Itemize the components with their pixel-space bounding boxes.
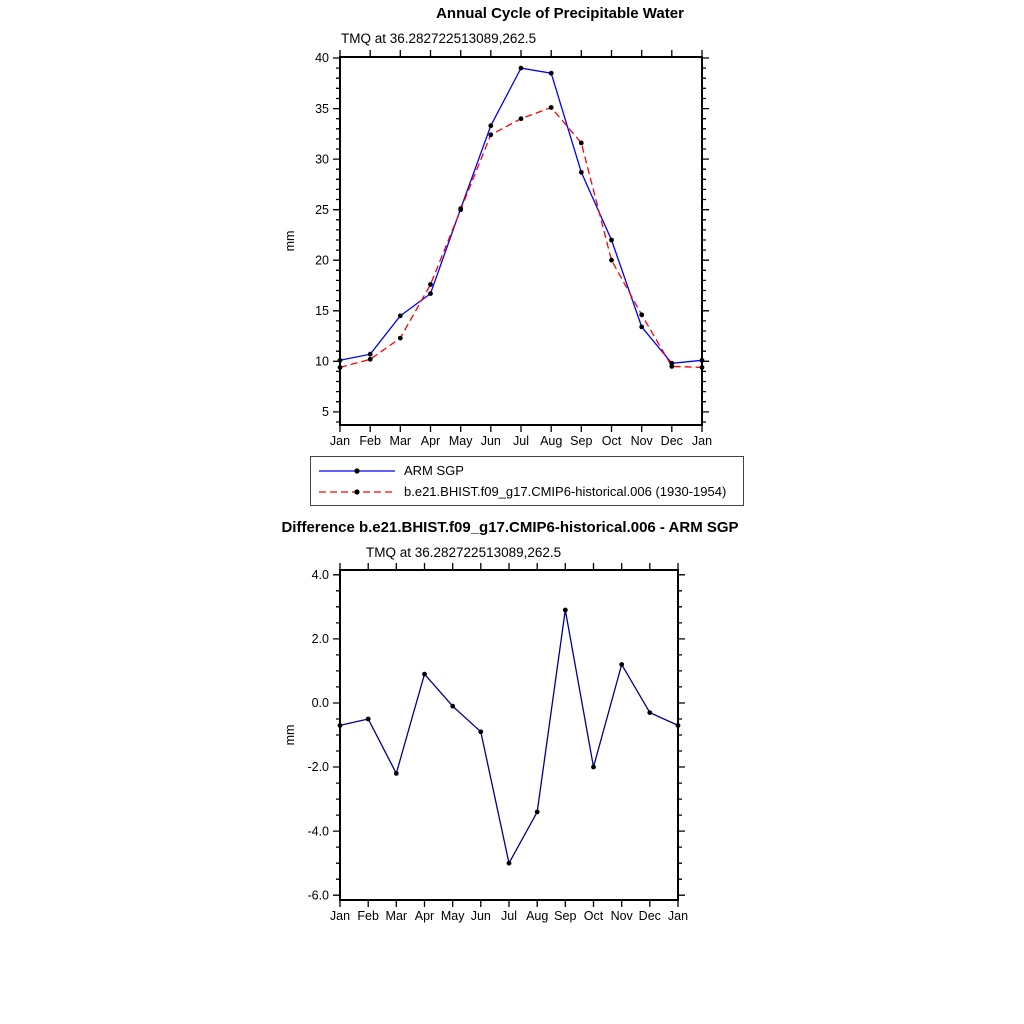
y-tick-label: -6.0	[307, 888, 329, 903]
data-point-marker	[450, 704, 455, 709]
data-point-marker	[639, 312, 644, 317]
data-point-marker	[398, 313, 403, 318]
y-tick-label: 30	[315, 152, 329, 167]
data-point-marker	[669, 364, 674, 369]
data-point-marker	[338, 358, 343, 363]
y-tick-label: 15	[315, 304, 329, 318]
data-point-marker	[422, 672, 427, 677]
data-point-marker	[619, 662, 624, 667]
legend-label: b.e21.BHIST.f09_g17.CMIP6-historical.006 (1930-1954)	[404, 484, 727, 499]
difference-subtitle: TMQ at 36.282722513089,262.5	[366, 545, 562, 560]
data-point-marker	[609, 238, 614, 243]
y-tick-label: 10	[315, 354, 329, 369]
y-tick-label: -4.0	[307, 824, 329, 839]
data-point-marker	[488, 132, 493, 137]
plot-frame	[340, 570, 678, 900]
legend-entry	[317, 460, 737, 481]
data-point-marker	[676, 723, 681, 728]
x-tick-label: Oct	[601, 434, 622, 448]
x-tick-label: Jan	[329, 434, 351, 448]
y-axis-title: mm	[283, 230, 297, 252]
x-tick-label: Jul	[501, 909, 517, 923]
x-tick-label: Jan	[667, 909, 689, 923]
data-point-marker	[398, 336, 403, 341]
data-point-marker	[488, 123, 493, 128]
plot-frame	[340, 57, 702, 425]
x-tick-label: Feb	[357, 909, 379, 923]
x-tick-label: May	[440, 909, 465, 923]
data-point-marker	[368, 352, 373, 357]
x-tick-label: Jul	[513, 434, 529, 448]
legend-line-sample-icon	[317, 486, 397, 498]
x-tick-label: Mar	[389, 434, 412, 448]
x-tick-label: Apr	[420, 434, 441, 448]
x-tick-label: May	[448, 434, 473, 448]
data-point-marker	[647, 710, 652, 715]
annual-cycle-plot	[280, 48, 760, 458]
annual-cycle-title: Annual Cycle of Precipitable Water	[436, 5, 684, 22]
annual-cycle-subtitle: TMQ at 36.282722513089,262.5	[341, 31, 537, 46]
difference-plot	[280, 558, 740, 948]
data-point-marker	[428, 291, 433, 296]
x-tick-label: Jan	[691, 434, 713, 448]
data-point-marker	[394, 771, 399, 776]
data-point-marker	[519, 116, 524, 121]
x-tick-label: Aug	[526, 909, 549, 923]
y-tick-label: 40	[315, 51, 329, 66]
data-point-marker	[368, 357, 373, 362]
data-point-marker	[639, 325, 644, 330]
data-point-marker	[700, 365, 705, 370]
x-tick-label: Sep	[554, 909, 577, 923]
y-tick-label: 35	[315, 101, 329, 116]
data-point-marker	[549, 71, 554, 76]
series-line	[340, 108, 702, 368]
y-axis-title: mm	[283, 724, 297, 746]
data-point-marker	[519, 66, 524, 71]
data-point-marker	[535, 810, 540, 815]
data-point-marker	[609, 258, 614, 263]
x-tick-label: Jun	[480, 434, 501, 448]
legend	[310, 456, 744, 506]
x-tick-label: Nov	[610, 909, 633, 923]
x-tick-label: Oct	[583, 909, 604, 923]
data-point-marker	[338, 365, 343, 370]
axis-ticks	[333, 563, 685, 907]
x-tick-label: Jun	[470, 909, 491, 923]
x-tick-label: Jan	[329, 909, 351, 923]
data-point-marker	[579, 170, 584, 175]
y-tick-label: 5	[322, 405, 329, 420]
series-line	[340, 68, 702, 363]
y-tick-label: 25	[315, 202, 329, 217]
y-tick-label: 0.0	[311, 696, 329, 711]
x-tick-label: Aug	[540, 434, 563, 448]
data-point-marker	[549, 105, 554, 110]
legend-label: ARM SGP	[404, 463, 464, 478]
axis-ticks	[333, 50, 709, 432]
data-point-marker	[478, 729, 483, 734]
x-tick-label: Sep	[570, 434, 593, 448]
legend-entry	[317, 481, 737, 502]
x-tick-label: Dec	[638, 909, 661, 923]
data-point-marker	[591, 765, 596, 770]
y-tick-label: 20	[315, 253, 329, 268]
data-point-marker	[579, 141, 584, 146]
legend-line-sample-icon	[317, 465, 397, 477]
data-point-marker	[507, 861, 512, 866]
data-point-marker	[700, 358, 705, 363]
data-point-marker	[338, 723, 343, 728]
x-tick-label: Dec	[660, 434, 683, 448]
x-tick-label: Feb	[359, 434, 381, 448]
y-tick-label: 2.0	[311, 632, 329, 647]
difference-title: Difference b.e21.BHIST.f09_g17.CMIP6-historical.006 - ARM SGP	[281, 519, 739, 536]
data-point-marker	[563, 608, 568, 613]
x-tick-label: Nov	[630, 434, 653, 448]
y-tick-label: -2.0	[307, 760, 329, 775]
data-point-marker	[428, 282, 433, 287]
data-point-marker	[458, 207, 463, 212]
series-line	[340, 610, 678, 863]
y-tick-label: 4.0	[311, 568, 329, 582]
data-point-marker	[366, 717, 371, 722]
x-tick-label: Apr	[414, 909, 435, 923]
x-tick-label: Mar	[385, 909, 408, 923]
